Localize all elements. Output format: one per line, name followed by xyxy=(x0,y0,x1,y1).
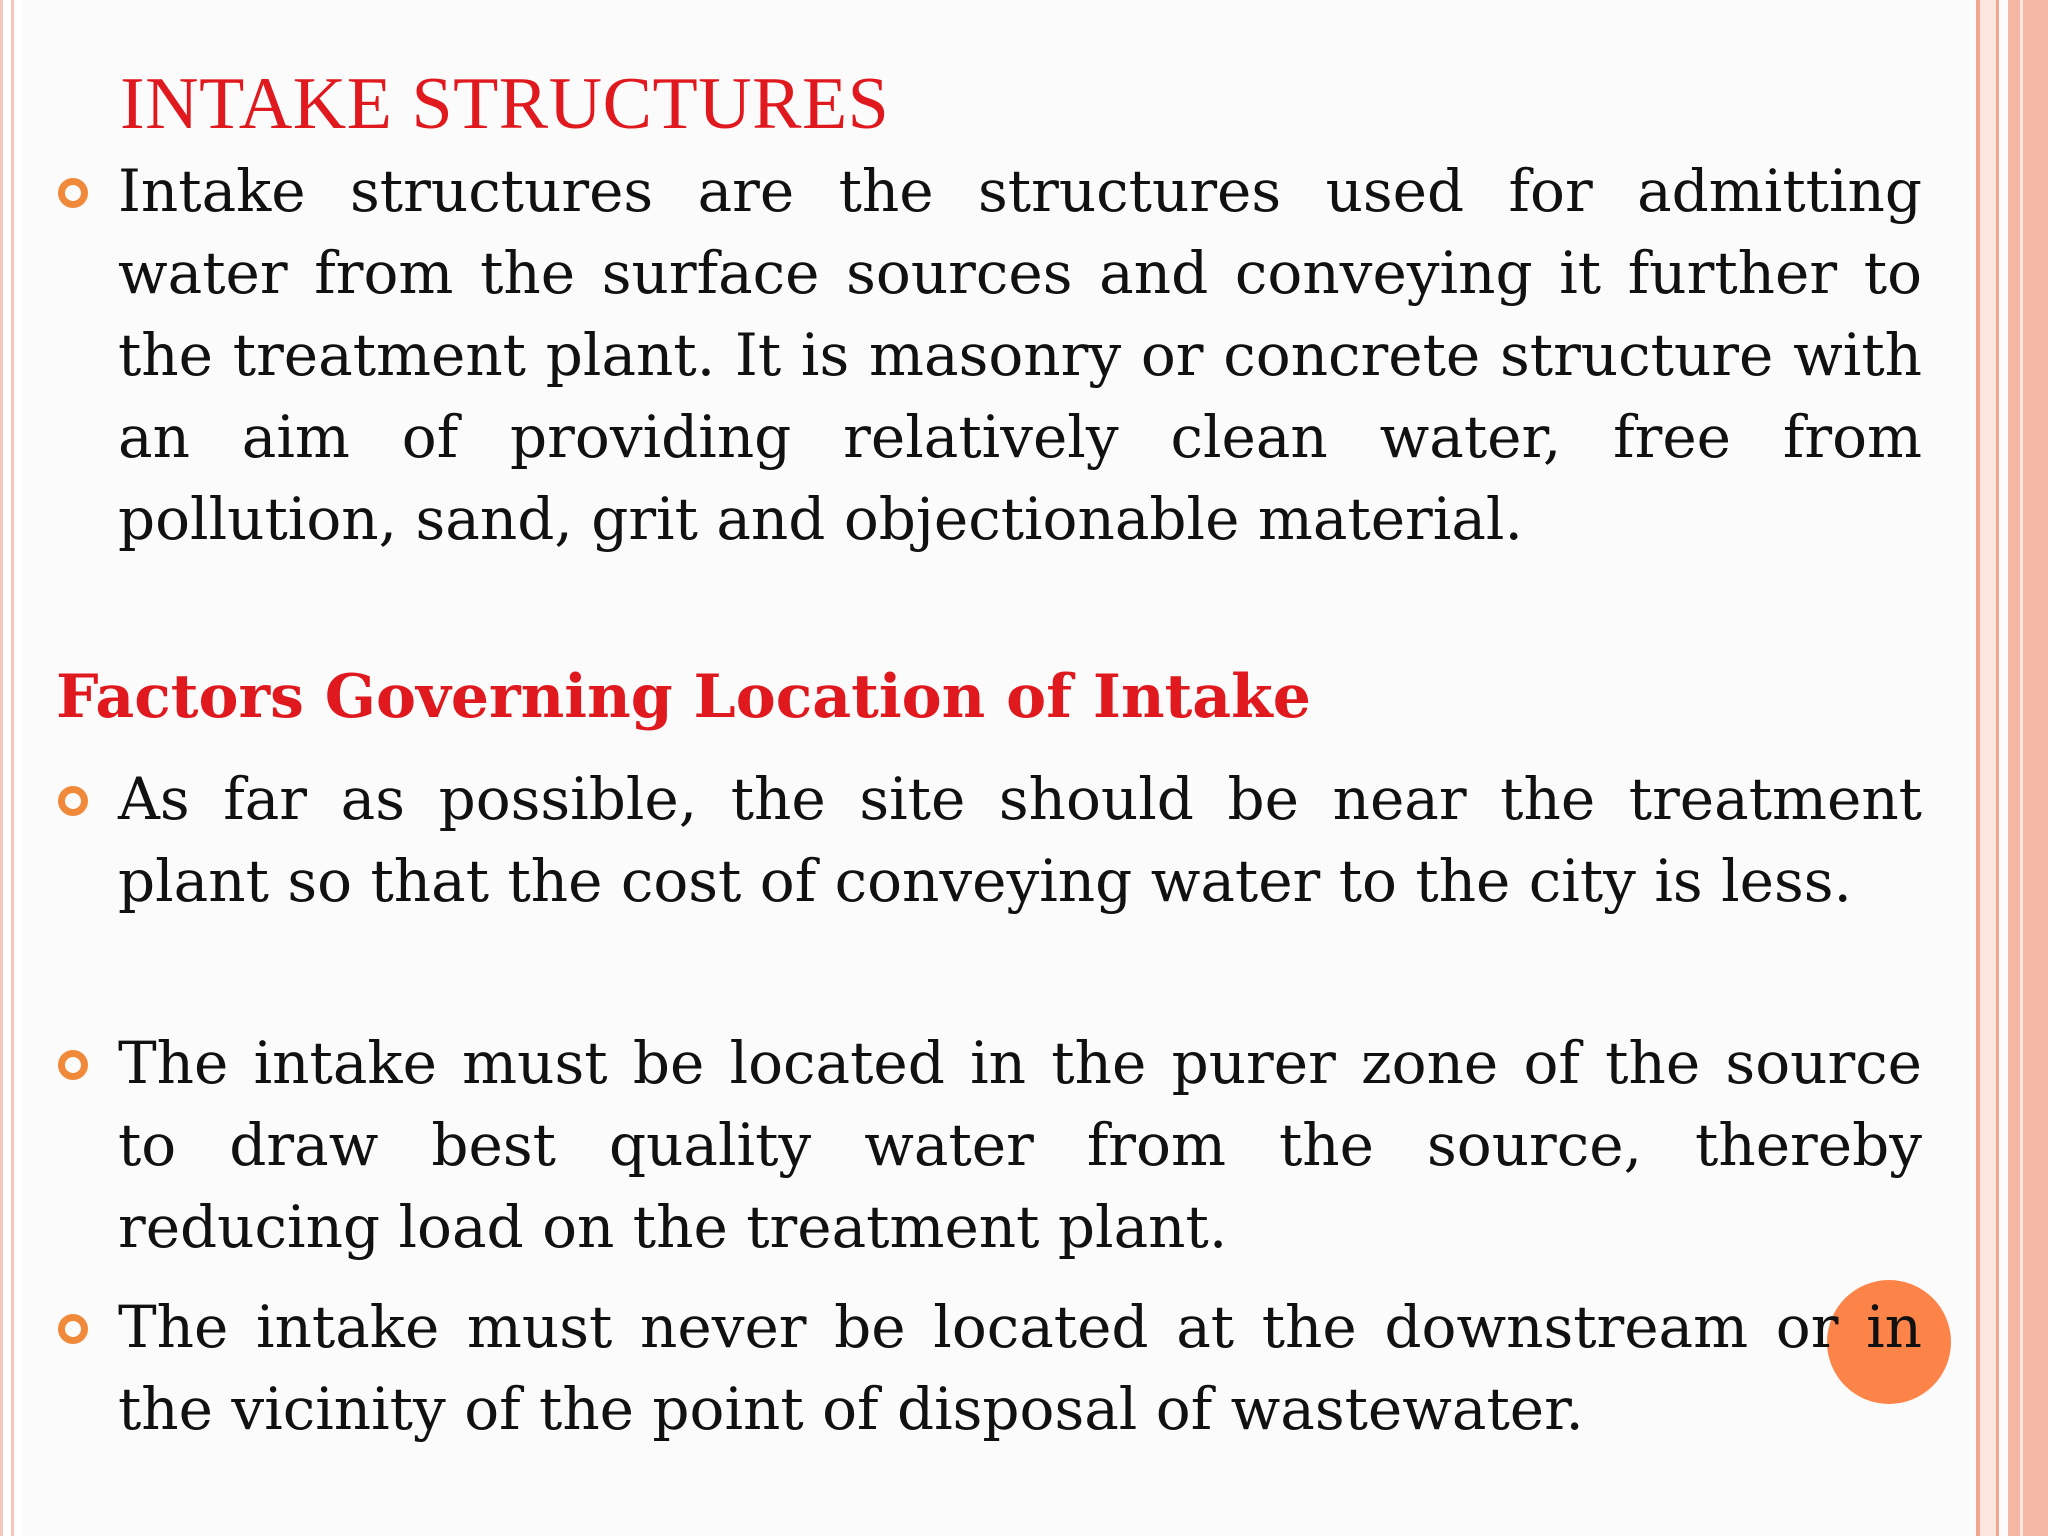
bullet-item xyxy=(58,758,1922,922)
bullet-circle-icon xyxy=(58,1050,88,1080)
bullet-text: As far as possible, the site should be near the treatment plant so that the cost of conveying water to the city is less. xyxy=(118,765,1922,915)
bullet-item xyxy=(58,1286,1922,1450)
bullet-text: Intake structures are the structures used for admitting water from the surface sources and conveying it further to the treatment plant. It is masonry or concrete structure with an aim of providing relatively clean water, free from pollution, sand, grit and objectionable material. xyxy=(118,157,1922,553)
bullet-text: The intake must be located in the purer zone of the source to draw best quality water from the source, thereby reducing load on the treatment plant. xyxy=(118,1029,1922,1261)
bullet-text: The intake must never be located at the downstream or in the vicinity of the point of disposal of wastewater. xyxy=(118,1293,1922,1443)
slide-title: INTAKE STRUCTURES xyxy=(120,63,890,145)
right-stripe-decoration xyxy=(1968,0,2048,1536)
bullet-circle-icon xyxy=(58,786,88,816)
left-border-decoration xyxy=(0,0,22,1536)
section-subheading: Factors Governing Location of Intake xyxy=(56,662,1311,732)
bullet-circle-icon xyxy=(58,1314,88,1344)
bullet-circle-icon xyxy=(58,178,88,208)
bullet-item xyxy=(58,150,1922,560)
bullet-item xyxy=(58,1022,1922,1268)
